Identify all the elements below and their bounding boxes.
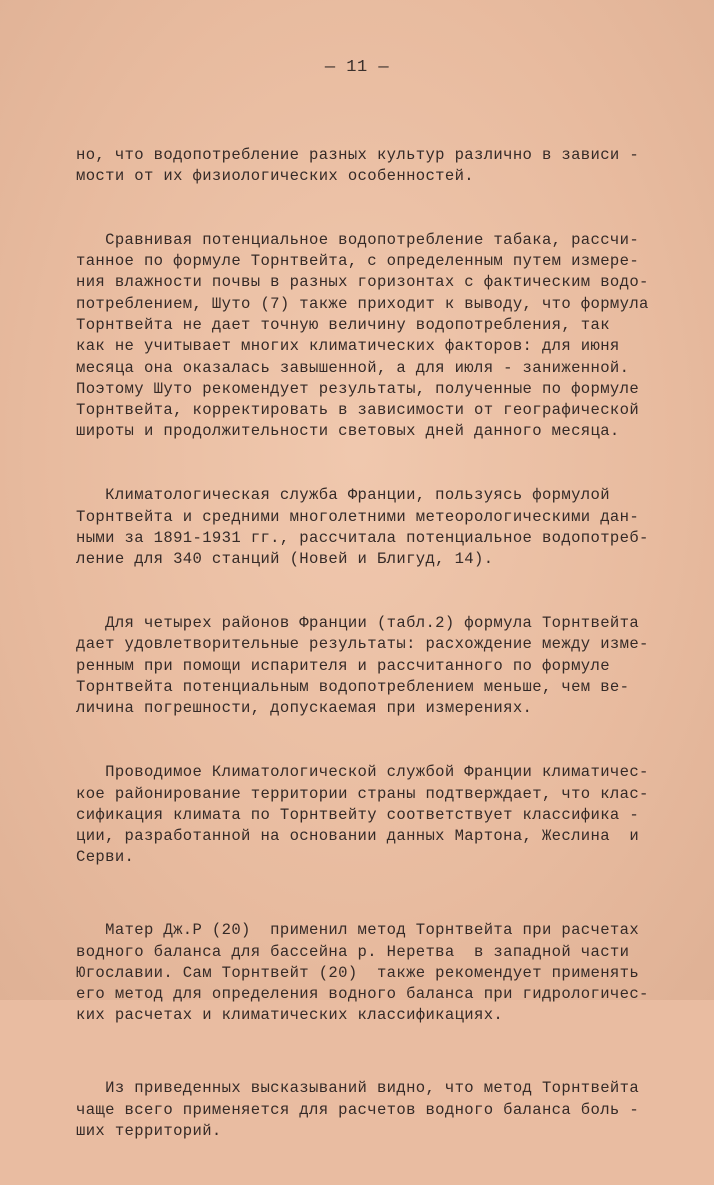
paragraph-6: Матер Дж.Р (20) применил метод Торнтвейта при расчетах водного баланса для бассейна р. Неретва в западной части Югославии. Сам Торнтвейт (20) также рекомендует применять его метод для определения водного баланса при гидрологичес- ких расчетах и климатических классификациях. [76, 921, 649, 1025]
paragraph-2: Сравнивая потенциальное водопотребление табака, рассчи- танное по формуле Торнтвейта, с определенным путем измере- ния влажности почвы в разных горизонтах с фактическим водо- потреблением, Шуто (7) также приходит к выводу, что формула Торнтвейта не дает точную величину водопотребления, так как не учитывает многих климатических факторов: для июня месяца она оказалась завышенной, а для июля - заниженной. Поэтому Шуто рекомендует результаты, полученные по формуле Торнтвейта, корректировать в зависимости от географической ширoты и продолжительности световых дней данного месяца. [76, 230, 649, 441]
paragraph-5: Проводимое Климатологической службой Франции климатичес- кое районирование территории страны подтверждает, что клас- сификация климата по Торнтвейту соответствует классифика - ции, разработанной на основании данных Мартона, Жеслина и Серви. [76, 763, 649, 867]
paragraph-3: Климатологическая служба Франции, пользуясь формулой Торнтвейта и средними многолетними метеорологическими дан- ными за 1891-1931 гг., рассчитала потенциальное водопотреб- ление для 340 станций (Новей и Блигуд, 14). [76, 486, 649, 569]
page-number: — 11 — [324, 58, 390, 77]
paragraph-1: но, что водопотребление разных культур различно в зависи - мости от их физиологических особенностей. [76, 145, 640, 185]
body-text [76, 102, 649, 1185]
paragraph-4: Для четырех районов Франции (табл.2) формула Торнтвейта дает удовлетворительные результаты: расхождение между изме- ренным при помощи испарителя и рассчитанного по формуле Торнтвейта потенциальным водопотреблением меньше, чем ве- личина погрешности, допускаемая при измерениях. [76, 614, 649, 718]
paragraph-7: Из приведенных высказываний видно, что метод Торнтвейта чаще всего применяется для расчетов водного баланса боль - ших территорий. [76, 1079, 640, 1140]
